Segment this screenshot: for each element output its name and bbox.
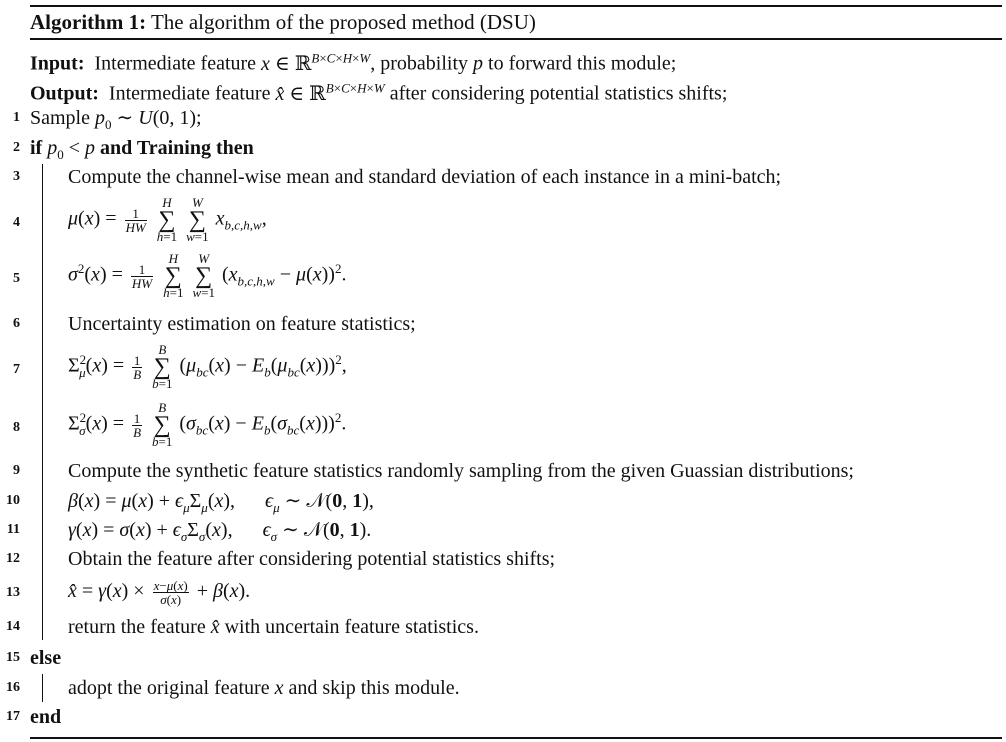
line-number: 12	[6, 551, 20, 566]
output-text-before: Intermediate feature	[108, 82, 271, 105]
math-sigma-mu: $\Sigma^2_\mu(x)$ = $\frac{1}{B}$ B ∑ b=1 $(\mu_{bc}(x) - E_b(\mu_{bc}(x)))^2$,	[68, 342, 347, 391]
output-math: x̂ ∈ ℝ$^{B\times C\times H\times W}$	[275, 80, 385, 105]
math-x-inline: x	[274, 677, 284, 699]
line-number: 15	[6, 650, 20, 665]
line-text-before: return the feature	[68, 616, 206, 638]
math-variance: $\sigma^2(x)$ = $\frac{1}{HW}$ H ∑ h=1 W ∑ w=1 $(x_{b,c,h,w} - \mu(x))^2$.	[68, 251, 347, 300]
bottom-rule	[30, 737, 1002, 739]
line-number: 5	[13, 271, 20, 286]
line-number: 1	[13, 110, 20, 125]
input-text-after: , probability	[370, 52, 469, 75]
algorithm-title	[30, 8, 536, 36]
line-number: 13	[6, 585, 20, 600]
math-xhat-inline: x̂	[210, 616, 220, 638]
line-text: Obtain the feature after considering potential statistics shifts;	[68, 548, 556, 570]
keyword-else: else	[30, 647, 62, 669]
keyword-end: end	[30, 706, 62, 728]
math-gamma: $\gamma(x) = \sigma(x) + \epsilon_\sigma\Sigma_\sigma(x)$, $\epsilon_\sigma$ ∼ 𝒩(0, 1).	[68, 519, 372, 544]
header-rule	[30, 38, 1002, 40]
line-number: 9	[13, 463, 20, 478]
math-mean: μ(x) = $\frac{1}{HW}$ H ∑ h=1 W ∑ w=1 $x_{b,c,h,w}$,	[68, 195, 267, 244]
line-text-before: adopt the original feature	[68, 677, 270, 699]
line-number: 10	[6, 493, 20, 508]
output-text-after: after considering potential statistics shifts;	[389, 82, 728, 105]
keyword-if: if	[30, 137, 43, 159]
algorithm-label: Algorithm 1:	[30, 10, 147, 34]
line-number: 4	[13, 215, 20, 230]
keyword-then: and Training then	[100, 137, 254, 159]
line-number: 11	[6, 522, 20, 537]
line-text-after: with uncertain feature statistics.	[224, 616, 479, 638]
input-label: Input:	[30, 52, 85, 75]
line-number: 2	[13, 140, 20, 155]
if-block-bar	[42, 164, 43, 640]
line-text-after: and skip this module.	[288, 677, 460, 699]
output-label: Output:	[30, 82, 99, 105]
math-sigma-sigma: $\Sigma^2_\sigma(x)$ = $\frac{1}{B}$ B ∑ b=1 $(\sigma_{bc}(x) - E_b(\sigma_{bc}(x)))^2$.	[68, 400, 347, 449]
else-block-bar	[42, 674, 43, 702]
line-number: 16	[6, 680, 20, 695]
line-text: Compute the synthetic feature statistics randomly sampling from the given Guassian distributions;	[68, 460, 854, 482]
math-condition: $p_0 < p$	[47, 137, 95, 162]
input-math: x ∈ ℝ$^{B\times C\times H\times W}$	[261, 50, 371, 75]
line-text: Compute the channel-wise mean and standard deviation of each instance in a mini-batch;	[68, 166, 782, 188]
input-p-math: p	[473, 52, 484, 75]
input-text-end: to forward this module;	[488, 52, 677, 75]
line-number: 7	[13, 362, 20, 377]
output-line	[30, 74, 727, 108]
math-sample: $p_0$ ∼ U(0, 1);	[95, 107, 202, 132]
input-text-before: Intermediate feature	[94, 52, 257, 75]
line-number: 8	[13, 420, 20, 435]
input-line	[30, 44, 676, 78]
line-text: Uncertainty estimation on feature statistics;	[68, 313, 416, 335]
line-number: 14	[6, 619, 20, 634]
algorithm-title-text: The algorithm of the proposed method (DSU)	[150, 10, 536, 34]
line-number: 17	[6, 709, 20, 724]
top-rule	[30, 5, 1002, 7]
line-text: Sample	[30, 107, 90, 129]
math-beta: $\beta(x) = \mu(x) + \epsilon_\mu\Sigma_\mu(x)$, $\epsilon_\mu$ ∼ 𝒩(0, 1),	[68, 490, 374, 515]
math-xhat: x̂ = γ(x) × $\frac{x-\mu(x)}{\sigma(x)}$ + β(x).	[68, 577, 251, 607]
line-number: 6	[13, 316, 20, 331]
line-number: 3	[13, 169, 20, 184]
